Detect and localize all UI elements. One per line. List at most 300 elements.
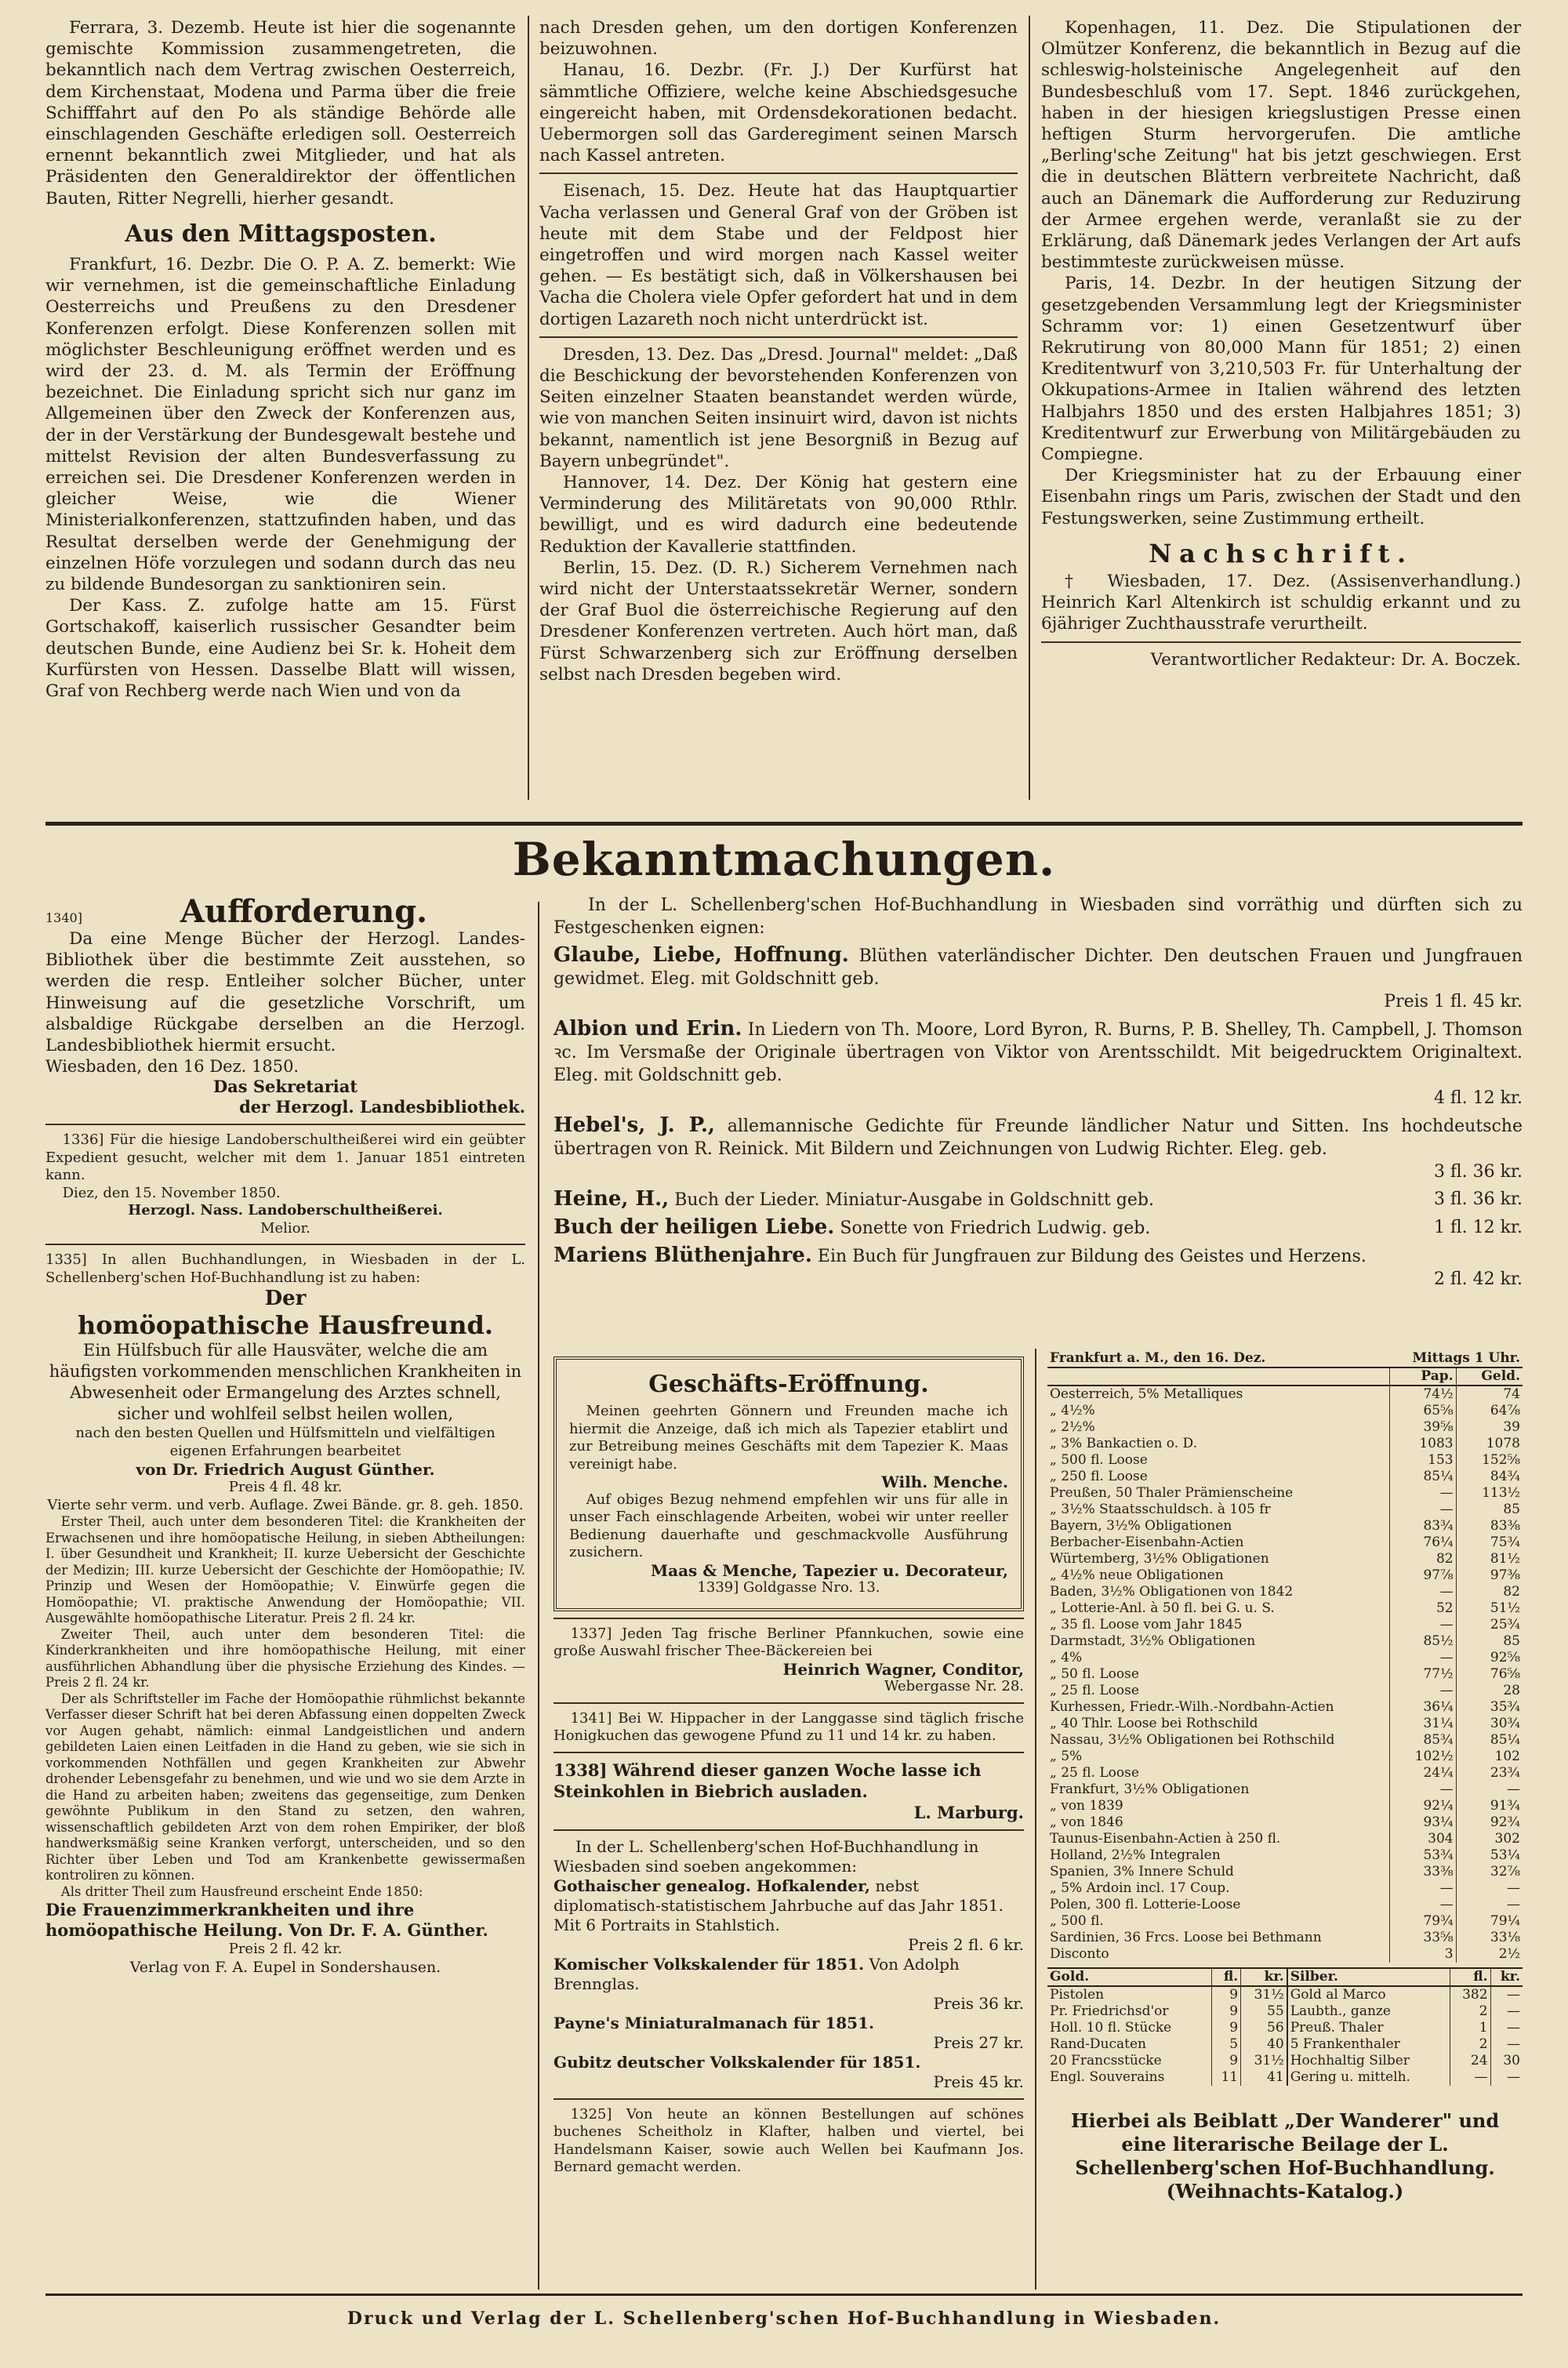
rate-row: [1047, 1683, 1523, 1699]
rate-row: [1047, 1617, 1523, 1633]
book-text: allemannische Gedichte für Freunde ländlicher Natur und Sitten. Ins hochdeutsche übertragen von R. Reinick. Mit Bildern und Zeichnungen von Ludwig Richter. Eleg. geb.: [554, 1117, 1523, 1159]
rate-label: „ 25 fl. Loose: [1050, 1683, 1139, 1698]
gold-kr: 31½: [1241, 2053, 1287, 2069]
rate-label: Baden, 3½% Obligationen von 1842: [1050, 1584, 1294, 1600]
rate-row: [1047, 1452, 1523, 1469]
rate-geld: 102: [1456, 1749, 1523, 1765]
rate-geld: 53¼: [1456, 1847, 1523, 1864]
ad-signature: Melior.: [260, 1219, 310, 1237]
divider: [539, 173, 1018, 174]
rate-geld: 79¼: [1456, 1913, 1523, 1930]
gold-label: 20 Francsstücke: [1050, 2053, 1162, 2068]
rate-row: [1047, 1781, 1523, 1798]
rate-pap: —: [1389, 1584, 1456, 1600]
silber-fl: 382: [1450, 1986, 1490, 2003]
rate-geld: 75¾: [1456, 1534, 1523, 1551]
kalender-title: Komischer Volkskalender für 1851.: [554, 1954, 865, 1974]
kalender-price: Preis 36 kr.: [933, 1993, 1024, 2013]
divider: [554, 2098, 1024, 2100]
book-text: Buch der Lieder. Miniatur-Ausgabe in Goldschnitt geb.: [674, 1190, 1154, 1210]
rate-row: [1047, 1749, 1523, 1765]
book-title: Hebel's, J. P.,: [554, 1113, 715, 1137]
rate-pap: 36¼: [1389, 1699, 1456, 1716]
rate-pap: —: [1389, 1880, 1456, 1897]
bekanntmachungen-masthead: Bekanntmachungen.: [512, 833, 1056, 886]
ad-signature: Das Sekretariat: [212, 1077, 358, 1097]
ad-1337: [554, 1625, 1024, 1696]
ad-der: Der: [264, 1287, 307, 1311]
rate-label: „ 2½%: [1050, 1419, 1095, 1435]
divider: [554, 1702, 1024, 1704]
rate-geld: 30¾: [1456, 1716, 1523, 1732]
ad-title-aufforderung: Aufforderung.: [180, 893, 428, 930]
coin-row: [1047, 2003, 1523, 2020]
rate-pap: 39⅝: [1389, 1419, 1456, 1436]
rate-row: [1047, 1584, 1523, 1600]
rate-label: „ 3½% Staatsschuldsch. à 105 fr: [1050, 1502, 1271, 1517]
rate-geld: 25¾: [1456, 1617, 1523, 1633]
ad-text: 1338] Während dieser ganzen Woche lasse ich Steinkohlen in Biebrich ausladen.: [554, 1760, 982, 1801]
divider: [554, 1829, 1024, 1831]
ad-signature: Heinrich Wagner, Conditor,: [782, 1659, 1024, 1679]
ad-price: Preis 4 fl. 48 kr.: [228, 1479, 343, 1496]
book-text: Sonette von Friedrich Ludwig. geb.: [840, 1219, 1151, 1238]
ad-part-4: Als dritter Theil zum Hausfreund erscheint Ende 1850:: [60, 1883, 423, 1899]
coin-row: [1047, 1986, 1523, 2003]
gold-kr: 41: [1241, 2069, 1287, 2086]
rate-pap: 65⅝: [1389, 1403, 1456, 1419]
rate-pap: 3: [1389, 1946, 1456, 1963]
gold-kr: 55: [1241, 2003, 1287, 2020]
rate-geld: 92¾: [1456, 1814, 1523, 1831]
rate-label: Oesterreich, 5% Metalliques: [1050, 1386, 1243, 1402]
rate-pap: —: [1389, 1650, 1456, 1666]
rate-geld: 97⅜: [1456, 1567, 1523, 1584]
rate-label: „ 250 fl. Loose: [1050, 1469, 1148, 1484]
gold-head: Gold.: [1047, 1968, 1212, 1986]
editor-line: Verantwortlicher Redakteur: Dr. A. Boczek.: [1150, 649, 1521, 670]
rate-label: Frankfurt, 3½% Obligationen: [1050, 1781, 1250, 1797]
gold-fl: 11: [1212, 2069, 1241, 2086]
rate-pap: 24¼: [1389, 1765, 1456, 1781]
ad-title-hausfreund: homöopathische Hausfreund.: [77, 1310, 493, 1341]
book-text: Ein Buch für Jungfrauen zur Bildung des Geistes und Herzens.: [817, 1247, 1367, 1266]
rate-geld: 39: [1456, 1419, 1523, 1436]
book-entry: [554, 1244, 1523, 1291]
col-fl: fl.: [1212, 1968, 1241, 1986]
ad-text: 1325] Von heute an können Bestellungen auf schönes buchenes Scheitholz in Klafter, halben und viertel, bei Handelsmann Kaiser, sowie auch Wellen bei Kaufmann Jos. Bernard gemacht werden.: [554, 2105, 1024, 2175]
rate-geld: 302: [1456, 1831, 1523, 1847]
rate-label: Taunus-Eisenbahn-Actien à 250 fl.: [1050, 1831, 1281, 1847]
rate-pap: 53¾: [1389, 1847, 1456, 1864]
kalender-item: [554, 1876, 1024, 1955]
ad-geschaefts-eroeffnung: [554, 1357, 1024, 1611]
ad-subtitle: Ein Hülfsbuch für alle Hausväter, welche die am häufigsten vorkommenden menschlichen Krankheiten in Abwesenheit oder Ermangelung des Arztes schnell, sicher und wohlfeil selbst heilen wollen,: [49, 1341, 522, 1424]
rate-geld: 2½: [1456, 1946, 1523, 1963]
ad-number: 1340]: [45, 910, 82, 925]
rate-pap: 93¼: [1389, 1814, 1456, 1831]
divider: [554, 1618, 1024, 1619]
kalender-title: Payne's Miniaturalmanach für 1851.: [554, 2013, 874, 2032]
rate-geld: 83⅜: [1456, 1518, 1523, 1534]
book-title: Glaube, Liebe, Hoffnung.: [554, 943, 849, 967]
silber-kr: —: [1490, 2069, 1523, 2086]
rate-label: „ 500 fl.: [1050, 1913, 1104, 1929]
rate-row: [1047, 1732, 1523, 1749]
ad-intro: 1335] In allen Buchhandlungen, in Wiesbaden in der L. Schellenberg'schen Hof-Buchhandlung ist zu haben:: [45, 1251, 525, 1286]
silber-fl: 2: [1450, 2036, 1490, 2053]
news-column-1: [45, 17, 516, 809]
nachschrift-heading: Nachschrift.: [1149, 538, 1414, 568]
ad-part-2: Zweiter Theil, auch unter dem besonderen Titel: die Kinderkrankheiten und ihre homöopathische Heilung, mit einer ausführlichen Abhandlung über die physische Erziehung des Kindes. — Preis 2 fl. 24 kr.: [45, 1626, 525, 1691]
silber-kr: —: [1490, 2003, 1523, 2020]
rate-label: Bayern, 3½% Obligationen: [1050, 1518, 1232, 1534]
rate-label: „ Lotterie-Anl. à 50 fl. bei G. u. S.: [1050, 1600, 1275, 1616]
rate-row: [1047, 1436, 1523, 1452]
ad-edition: Vierte sehr verm. und verb. Auflage. Zwei Bände. gr. 8. geh. 1850.: [47, 1496, 524, 1513]
rate-row: [1047, 1798, 1523, 1814]
gold-fl: 9: [1212, 1986, 1241, 2003]
footer-rule: [45, 2294, 1523, 2296]
rate-label: „ 3% Bankactien o. D.: [1050, 1436, 1197, 1451]
news-column-2: [539, 17, 1018, 809]
rate-geld: —: [1456, 1781, 1523, 1798]
rate-pap: 82: [1389, 1551, 1456, 1567]
kalender-price: Preis 45 kr.: [933, 2072, 1024, 2091]
ad-text: 1341] Bei W. Hippacher in der Langgasse sind täglich frische Honigkuchen das gewogene Pfund zu 11 und 14 kr. zu haben.: [554, 1709, 1024, 1744]
rate-label: „ 4½% neue Obligationen: [1050, 1567, 1224, 1583]
ad-1341: [554, 1710, 1024, 1745]
gold-fl: 5: [1212, 2036, 1241, 2053]
gold-kr: 40: [1241, 2036, 1287, 2053]
rate-row: [1047, 1419, 1523, 1436]
rate-geld: 85¼: [1456, 1732, 1523, 1749]
rate-pap: 92¼: [1389, 1798, 1456, 1814]
rate-label: Berbacher-Eisenbahn-Actien: [1050, 1534, 1244, 1550]
news-kass: Der Kass. Z. zufolge hatte am 15. Fürst Gortschakoff, kaiserlich russischer Gesandter beim deutschen Bunde, eine Audienz bei Sr. k. Hoheit dem Kurfürsten von Hessen. Dasselbe Blatt will wissen, Graf von Rechberg werde nach Wien und von da: [45, 596, 516, 702]
gold-kr: 31½: [1241, 1986, 1287, 2003]
ad-date: Wiesbaden, den 16 Dez. 1850.: [45, 1057, 299, 1077]
ad-text: 1336] Für die hiesige Landoberschultheißerei wird ein geübter Expedient gesucht, welcher mit dem 1. Januar 1851 eintreten kann.: [45, 1131, 525, 1184]
news-berlin: Berlin, 15. Dez. (D. R.) Sicherem Vernehmen nach wird nicht der Unterstaatssekretär Werner, sondern der Graf Buol die österreichische Regierung auf den Dresdener Konferenzen vertreten. Auch hört man, daß Fürst Schwarzenberg sich zur Eröffnung derselben selbst nach Dresden begeben wird.: [539, 557, 1018, 685]
rate-pap: 304: [1389, 1831, 1456, 1847]
kalender-item: [554, 2014, 1024, 2053]
rate-label: Preußen, 50 Thaler Prämienscheine: [1050, 1485, 1294, 1501]
rate-label: „ von 1839: [1050, 1798, 1123, 1814]
rate-label: Nassau, 3½% Obligationen bei Rothschild: [1050, 1732, 1335, 1748]
rate-row: [1047, 1600, 1523, 1617]
rates-time: Mittags 1 Uhr.: [1389, 1350, 1523, 1367]
rate-label: Spanien, 3% Innere Schuld: [1050, 1864, 1234, 1880]
coin-row: [1047, 2069, 1523, 2086]
rate-pap: 33⅝: [1389, 1930, 1456, 1946]
ads-column-left: [45, 893, 525, 2297]
rate-row: [1047, 1551, 1523, 1567]
rate-geld: 85: [1456, 1502, 1523, 1518]
rate-pap: 76¼: [1389, 1534, 1456, 1551]
rate-label: „ von 1846: [1050, 1814, 1123, 1830]
gold-kr: 56: [1241, 2020, 1287, 2036]
ad-text: 1337] Jeden Tag frische Berliner Pfannkuchen, sowie eine große Auswahl frischer Thee-Bäckereien bei: [554, 1625, 1024, 1659]
col-geld: Geld.: [1456, 1367, 1523, 1386]
rate-row: [1047, 1814, 1523, 1831]
book-price: 2 fl. 42 kr.: [1433, 1269, 1523, 1289]
book-entry: [554, 1216, 1523, 1240]
rate-geld: 81½: [1456, 1551, 1523, 1567]
section-rule: [45, 822, 1523, 826]
rate-pap: 52: [1389, 1600, 1456, 1617]
book-price: Preis 1 fl. 45 kr.: [1384, 992, 1523, 1011]
ad-text: Auf obiges Bezug nehmend empfehlen wir uns für alle in unser Fach einschlagende Arbeiten, wobei wir unter reeller Bedienung dauerhafte und geschmackvolle Ausführung zusichern.: [569, 1491, 1008, 1560]
rate-geld: 35¾: [1456, 1699, 1523, 1716]
booklist-intro: In der L. Schellenberg'schen Hof-Buchhandlung in Wiesbaden sind vorräthig und dürften sich zu Festgeschenken eignen:: [554, 895, 1523, 938]
rate-geld: 28: [1456, 1683, 1523, 1699]
rate-row: [1047, 1946, 1523, 1963]
rate-geld: 74: [1456, 1386, 1523, 1403]
rate-pap: 97⅞: [1389, 1567, 1456, 1584]
rate-row: [1047, 1930, 1523, 1946]
book-price: 1 fl. 12 kr.: [1433, 1218, 1523, 1237]
news-column-3: [1041, 17, 1521, 809]
book-title: Mariens Blüthenjahre.: [554, 1244, 812, 1267]
kalender-title: Gothaischer genealog. Hofkalender,: [554, 1876, 871, 1895]
kalender-text: Von Adolph Brennglas.: [554, 1954, 960, 1993]
section-heading-mittagsposten: Aus den Mittagsposten.: [125, 220, 437, 248]
rate-label: „ 5% Ardoin incl. 17 Coup.: [1050, 1880, 1230, 1896]
ad-sources: nach den besten Quellen und Hülfsmitteln und vielfältigen eigenen Erfahrungen bearbeitet: [75, 1425, 495, 1459]
divider: [1041, 641, 1521, 643]
beiblatt-note: Hierbei als Beiblatt „Der Wanderer" und eine literarische Beilage der L. Schellenberg'schen Hof-Buchhandlung. (Weihnachts-Katalog.): [1070, 2109, 1500, 2203]
rate-geld: 152⅝: [1456, 1452, 1523, 1469]
rate-row: [1047, 1403, 1523, 1419]
rates-table: [1047, 1350, 1523, 1963]
gold-label: Pr. Friedrichsd'or: [1050, 2003, 1169, 2019]
ad-1336: [45, 1131, 525, 1237]
rate-pap: 74½: [1389, 1386, 1456, 1403]
rate-row: [1047, 1913, 1523, 1930]
rate-row: [1047, 1502, 1523, 1518]
col-kr: kr.: [1241, 1968, 1287, 1986]
rate-row: [1047, 1567, 1523, 1584]
kalender-item: [554, 2053, 1024, 2092]
rate-label: „ 5%: [1050, 1749, 1083, 1764]
ads-booklist: [554, 894, 1523, 1333]
ad-1335: [45, 1251, 525, 1976]
rate-pap: —: [1389, 1617, 1456, 1633]
rate-label: „ 35 fl. Loose vom Jahr 1845: [1050, 1617, 1243, 1633]
rate-geld: 23¾: [1456, 1765, 1523, 1781]
rate-pap: 102½: [1389, 1749, 1456, 1765]
gold-fl: 9: [1212, 2053, 1241, 2069]
ad-part-1: Erster Theil, auch unter dem besonderen Titel: die Krankheiten der Erwachsenen und ihre homöopatische Heilung, in sieben Abtheilungen: I. über Gesundheit und Krankheit; II. kurze Uebersicht der Geschichte der Medizin; III. kurze Uebersicht der Geschichte der Homöopathie; IV. Prinzip und Wesen der Homöopathie; V. Einwürfe gegen die Homöopathie; VI. praktische Anwendung der Homöopathie; VII. Ausgewählte homöopathische Literatur. Preis 2 fl. 24 kr.: [45, 1514, 525, 1626]
rate-pap: —: [1389, 1897, 1456, 1913]
ad-signature: Maas & Menche, Tapezier u. Decorateur,: [651, 1560, 1008, 1580]
news-ferrara: Ferrara, 3. Dezemb. Heute ist hier die sogenannte gemischte Kommission zusammengetreten, die bekanntlich nach dem Vertrag zwischen Oesterreich, dem Kirchenstaat, Modena und Parma über die freie Schifffahrt auf den Po als ständige Behörde alle einschlagenden Geschäfte erledigen soll. Oesterreich ernennt bekanntlich zwei Mitglieder, und hat als Präsidenten den Generaldirektor der öffentlichen Bauten, Ritter Negrelli, hierher gesandt.: [45, 18, 516, 209]
rate-pap: 85¼: [1389, 1469, 1456, 1485]
rate-label: „ 500 fl. Loose: [1050, 1452, 1148, 1468]
rate-geld: 91¾: [1456, 1798, 1523, 1814]
rate-row: [1047, 1699, 1523, 1716]
gold-label: Holl. 10 fl. Stücke: [1050, 2020, 1172, 2036]
kalender-title: Gubitz deutscher Volkskalender für 1851.: [554, 2052, 921, 2072]
gold-label: Rand-Ducaten: [1050, 2036, 1146, 2052]
rate-pap: 1083: [1389, 1436, 1456, 1452]
rate-pap: —: [1389, 1485, 1456, 1502]
news-cont: nach Dresden gehen, um den dortigen Konferenzen beizuwohnen.: [539, 18, 1018, 60]
book-price: 4 fl. 12 kr.: [1433, 1088, 1523, 1108]
rate-geld: 92⅝: [1456, 1650, 1523, 1666]
rate-row: [1047, 1847, 1523, 1864]
book-entry: [554, 1018, 1523, 1110]
book-price: 3 fl. 36 kr.: [1433, 1162, 1523, 1182]
book-entry: [554, 1114, 1523, 1183]
rate-pap: —: [1389, 1502, 1456, 1518]
col-fl: fl.: [1450, 1968, 1490, 1986]
book-price: 3 fl. 36 kr.: [1433, 1189, 1523, 1209]
rate-geld: 64⅞: [1456, 1403, 1523, 1419]
ad-text: Meinen geehrten Gönnern und Freunden mache ich hiermit die Anzeige, daß ich mich als Tapezier etablirt und zur Betreibung meines Geschäfts mit dem Tapezier K. Maas vereinigt habe.: [569, 1403, 1008, 1473]
ad-address: 1339] Goldgasse Nro. 13.: [697, 1579, 880, 1596]
ad-address: Webergasse Nr. 28.: [884, 1678, 1024, 1694]
silber-kr: —: [1490, 1986, 1523, 2003]
coin-row: [1047, 2020, 1523, 2036]
rate-pap: —: [1389, 1683, 1456, 1699]
rate-row: [1047, 1864, 1523, 1880]
silber-fl: 24: [1450, 2053, 1490, 2069]
rate-geld: 33⅛: [1456, 1930, 1523, 1946]
gold-fl: 9: [1212, 2003, 1241, 2020]
divider: [45, 1124, 525, 1125]
rate-row: [1047, 1716, 1523, 1732]
book-title: Heine, H.,: [554, 1187, 670, 1211]
rate-pap: 77½: [1389, 1666, 1456, 1683]
silber-fl: 2: [1450, 2003, 1490, 2020]
column-rule: [538, 902, 539, 2290]
rate-row: [1047, 1534, 1523, 1551]
rate-geld: 32⅞: [1456, 1864, 1523, 1880]
rate-row: [1047, 1469, 1523, 1485]
silber-label: Laubth., ganze: [1287, 2003, 1450, 2020]
news-hannover: Hannover, 14. Dez. Der König hat gestern eine Verminderung des Militäretats von 90,000 Rthlr. bewilligt, und es wird dadurch eine bedeutende Reduktion der Kavallerie stattfinden.: [539, 473, 1018, 557]
kalender-text: nebst diplomatisch-statistischem Jahrbuche auf das Jahr 1851. Mit 6 Portraits in Stahlstich.: [554, 1876, 1004, 1934]
column-rule: [1035, 1349, 1036, 2290]
rate-label: „ 25 fl. Loose: [1050, 1765, 1139, 1781]
rate-row: [1047, 1633, 1523, 1650]
news-kopenhagen: Kopenhagen, 11. Dez. Die Stipulationen der Olmützer Konferenz, die bekanntlich in Bezug auf die schleswig-holsteinische Angelegenheit auf den Bundesbeschluß vom 17. Sept. 1846 zurückgehen, haben in der hiesigen kriegslustigen Presse einen heftigen Sturm hervorgerufen. Die amtliche „Berling'sche Zeitung" hat bis jetzt geschwiegen. Erst die in deutschen Blättern verbreitete Nachricht, daß auch an Dänemark die Aufforderung zur Reduzirung der Armee ergehen werde, veranlaßt sie zu der Erklärung, daß Dänemark jedes Verlangen der Art aufs bestimmteste zurückweisen müsse.: [1041, 18, 1521, 273]
ad-1325: [554, 2106, 1024, 2177]
rate-geld: 113½: [1456, 1485, 1523, 1502]
ad-title-geschaeft: Geschäfts-Eröffnung.: [648, 1371, 929, 1398]
rates-date: Frankfurt a. M., den 16. Dez.: [1050, 1350, 1266, 1366]
gold-fl: 9: [1212, 2020, 1241, 2036]
rate-row: [1047, 1897, 1523, 1913]
news-paris-2: Der Kriegsminister hat zu der Erbauung einer Eisenbahn rings um Paris, zwischen der Stadt und den Festungswerken, seine Zustimmung ertheilt.: [1041, 466, 1521, 528]
exchange-rates: [1047, 1350, 1523, 2203]
gold-label: Engl. Souverains: [1050, 2069, 1165, 2085]
rate-row: [1047, 1666, 1523, 1683]
rate-pap: 31¼: [1389, 1716, 1456, 1732]
kalender-price: Preis 2 fl. 6 kr.: [908, 1934, 1024, 1954]
rate-pap: 85½: [1389, 1633, 1456, 1650]
ad-intro: In der L. Schellenberg'schen Hof-Buchhandlung in Wiesbaden sind soeben angekommen:: [554, 1836, 979, 1876]
rate-geld: —: [1456, 1897, 1523, 1913]
book-text: In Liedern von Th. Moore, Lord Byron, R. Burns, P. B. Shelley, Th. Campbell, J. Thomson ꝛc. Im Versmaße der Originale übertragen von Viktor von Arentsschildt. Mit beigedrucktem Originaltext. Eleg. mit Goldschnitt geb.: [554, 1020, 1523, 1085]
coin-row: [1047, 2053, 1523, 2069]
rate-pap: —: [1389, 1781, 1456, 1798]
rate-label: „ 4%: [1050, 1650, 1083, 1665]
rate-pap: 153: [1389, 1452, 1456, 1469]
silber-label: Gering u. mittelh.: [1287, 2069, 1450, 2086]
news-paris: Paris, 14. Dezbr. In der heutigen Sitzung der gesetzgebenden Versammlung legt der Kriegsminister Schramm vor: 1) einen Gesetzentwurf über Rekrutirung von 80,000 Mann für 1851; 2) einen Kreditentwurf von 3,210,503 Fr. für Unterhaltung der Okkupations-Armee in Italien während des letzten Halbjahrs 1850 und des ersten Halbjahres 1851; 3) Kreditentwurf zur Erwerbung von Militärgebäuden zu Compiegne.: [1041, 274, 1521, 465]
book-entry: [554, 944, 1523, 1013]
rate-label: Würtemberg, 3½% Obligationen: [1050, 1551, 1269, 1567]
rate-label: Polen, 300 fl. Lotterie-Loose: [1050, 1897, 1241, 1912]
ads-column-middle: [554, 1357, 1024, 2297]
silber-label: Gold al Marco: [1287, 1986, 1450, 2003]
book-title: Albion und Erin.: [554, 1017, 742, 1041]
ad-signature: der Herzogl. Landesbibliothek.: [239, 1097, 525, 1117]
silber-kr: —: [1490, 2036, 1523, 2053]
imprint-footer: Druck und Verlag der L. Schellenberg'schen Hof-Buchhandlung in Wiesbaden.: [347, 2308, 1221, 2329]
ad-publisher: Verlag von F. A. Eupel in Sondershausen.: [129, 1958, 441, 1976]
silber-label: Preuß. Thaler: [1287, 2020, 1450, 2036]
silber-head: Silber.: [1287, 1968, 1450, 1986]
ad-kalender: [554, 1837, 1024, 2092]
ad-date: Diez, den 15. November 1850.: [62, 1184, 281, 1201]
rate-geld: 84¾: [1456, 1469, 1523, 1485]
news-wiesbaden: † Wiesbaden, 17. Dez. (Assisenverhandlung.) Heinrich Karl Altenkirch ist schuldig erkannt und zu 6jähriger Zuchthausstrafe verurtheilt.: [1041, 572, 1521, 634]
book-entry: [554, 1188, 1523, 1211]
news-eisenach: Eisenach, 15. Dez. Heute hat das Hauptquartier Vacha verlassen und General Graf von der Gröben ist heute mit dem Stabe und der Feldpost hier eingetroffen und wird morgen nach Kassel weiter gehen. — Es bestätigt sich, daß in Völkershausen bei Vacha die Cholera viele Opfer gefordert hat und in dem dortigen Lazareth noch nicht unterdrückt ist.: [539, 181, 1018, 329]
ad-1340: [45, 893, 525, 1117]
ad-signature: L. Marburg.: [913, 1802, 1024, 1822]
rate-row: [1047, 1880, 1523, 1897]
ad-part-3: Der als Schriftsteller im Fache der Homöopathie rühmlichst bekannte Verfasser dieser Schrift hat bei deren Abfassung einen doppelten Zweck vor Augen gehabt, nämlich: einmal Landgeistlichen und andern gebildeten Laien einen Leitfaden in die Hand zu geben, wie sie sich in vorkommenden Nothfällen und gegen Krankheiten zur Abwehr drohender Lebensgefahr zu benehmen, und wie und wo sie dem Arzte in die Hand zu arbeiten haben; zweitens das gegenseitige, zum Denken gewöhnte Publikum in den Stand zu setzen, den wahren, wissenschaftlich gebildeten Arzt von dem rohen Empiriker, der bloß handwerksmäßig seine Kranken verforgt, unterscheiden, und so den Richter über Leben und Tod am Krankenbette gewissermaßen kontroliren zu können.: [45, 1691, 525, 1883]
silber-fl: —: [1450, 2069, 1490, 2086]
ad-1338: [554, 1760, 1024, 1823]
rate-pap: 79¾: [1389, 1913, 1456, 1930]
rate-label: „ 50 fl. Loose: [1050, 1666, 1139, 1682]
rate-pap: 33⅜: [1389, 1864, 1456, 1880]
ad-signature: Wilh. Menche.: [881, 1473, 1008, 1491]
rate-geld: 82: [1456, 1584, 1523, 1600]
silber-label: Hochhaltig Silber: [1287, 2053, 1450, 2069]
gold-label: Pistolen: [1050, 1987, 1105, 2003]
kalender-price: Preis 27 kr.: [933, 2032, 1024, 2052]
news-frankfurt: Frankfurt, 16. Dezbr. Die O. P. A. Z. bemerkt: Wie wir vernehmen, ist die gemeinschaftliche Einladung Oesterreichs und Preußens zu den Dresdener Konferenzen erfolgt. Diese Konferenzen sollen mit möglichster Beschleunigung eröffnet werden und es wird der 23. d. M. als Termin der Eröffnung bezeichnet. Die Einladung spricht sich nur ganz im Allgemeinen über den Zweck der Konferenzen aus, der in der Verstärkung der Bundesgewalt bestehe und mittelst Revision der alten Bundesverfassung zu erreichen sei. Die Dresdener Konferenzen werden in gleicher Weise, wie die Wiener Ministerialkonferenzen, stattzufinden haben, und das Resultat derselben werde der Genehmigung der einzelnen Höfe vorzulegen und sodann durch das neu zu bildende Bundesorgan zu sanktioniren sein.: [45, 255, 516, 595]
silber-fl: 1: [1450, 2020, 1490, 2036]
column-rule: [1029, 16, 1030, 800]
rate-geld: 51½: [1456, 1600, 1523, 1617]
ad-author: von Dr. Friedrich August Günther.: [136, 1460, 435, 1480]
col-pap: Pap.: [1389, 1367, 1456, 1386]
news-hanau: Hanau, 16. Dezbr. (Fr. J.) Der Kurfürst hat sämmtliche Offiziere, welche keine Abschiedsgesuche eingereicht haben, mit Ordensdekorationen bedacht. Uebermorgen soll das Garderegiment seinen Marsch nach Kassel antreten.: [539, 60, 1018, 166]
ad-part-4-title: Die Frauenzimmerkrankheiten und ihre homöopathische Heilung. Von Dr. F. A. Günther.: [45, 1900, 488, 1941]
rate-label: „ 40 Thlr. Loose bei Rothschild: [1050, 1716, 1258, 1731]
rate-geld: 1078: [1456, 1436, 1523, 1452]
rate-row: [1047, 1485, 1523, 1502]
rates-header: [1047, 1350, 1389, 1367]
rate-label: Kurhessen, Friedr.-Wilh.-Nordbahn-Actien: [1050, 1699, 1334, 1715]
rate-geld: 76⅝: [1456, 1666, 1523, 1683]
column-rule: [528, 16, 529, 800]
rate-geld: 85: [1456, 1633, 1523, 1650]
rate-row: [1047, 1386, 1523, 1403]
divider: [45, 1244, 525, 1245]
book-text: Blüthen vaterländischer Dichter. Den deutschen Frauen und Jungfrauen gewidmet. Eleg. mit Goldschnitt geb.: [554, 946, 1523, 989]
rate-row: [1047, 1650, 1523, 1666]
rate-row: [1047, 1831, 1523, 1847]
